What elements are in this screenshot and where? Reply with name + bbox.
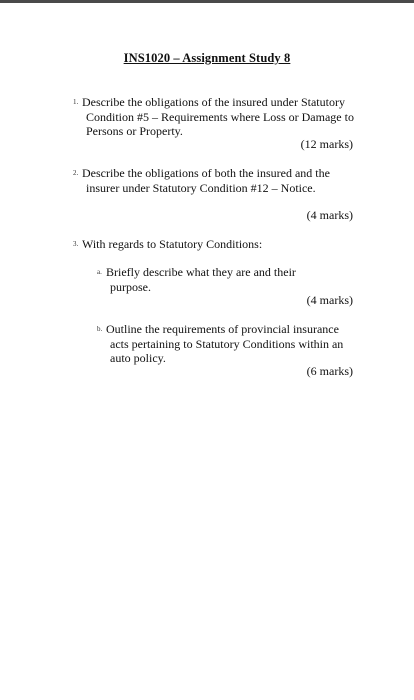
question-1-number: 1. [73,98,79,106]
question-3a-letter: a. [97,268,102,276]
question-2-marks: (4 marks) [306,208,353,222]
page-title: INS1020 – Assignment Study 8 [123,51,291,65]
question-3-text: With regards to Statutory Conditions: [82,237,263,251]
question-2-number: 2. [73,169,79,177]
question-1-marks: (12 marks) [300,137,353,151]
question-3b-body: Outline the requirements of provincial insurance acts pertaining to Statutory Conditions within an auto policy. [106,322,344,365]
question-1-text [82,95,354,139]
question-3b-marks: (6 marks) [306,364,353,378]
question-2-body: Describe the obligations of both the insured and the insurer under Statutory Condition #12 – Notice. [82,166,330,195]
question-3b-letter: b. [97,325,103,333]
question-3a-marks: (4 marks) [306,293,353,307]
question-1-body: Describe the obligations of the insured under Statutory Condition #5 – Requirements where Loss or Damage to Persons or Property. [82,95,354,138]
question-3b-text [106,322,354,366]
question-3a-text [106,265,312,294]
question-2-text [82,166,340,195]
question-3-number: 3. [73,240,79,248]
question-3a-body: Briefly describe what they are and their purpose. [106,265,296,294]
